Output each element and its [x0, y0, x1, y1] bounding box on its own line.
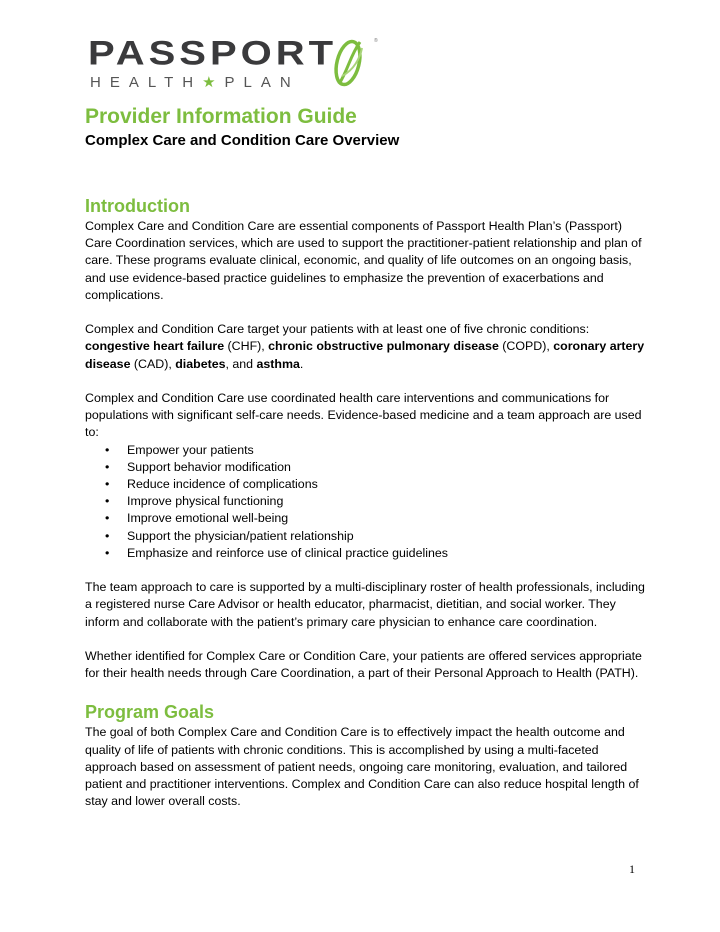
list-item: • Empower your patients [85, 442, 645, 459]
program-goals-heading: Program Goals [85, 702, 215, 723]
condition-asthma: asthma [256, 356, 300, 371]
goals-bullet-list [85, 442, 645, 562]
logo-wordmark: PASSPORT [88, 34, 338, 73]
page-number: 1 [629, 862, 635, 876]
condition-copd: chronic obstructive pulmonary disease [268, 339, 499, 354]
text-run: . [299, 356, 304, 371]
list-item: • Reduce incidence of complications [85, 476, 645, 493]
list-item: • Improve emotional well-being [85, 510, 645, 527]
list-item: • Improve physical functioning [85, 493, 645, 510]
star-icon: ★ [202, 74, 225, 91]
introduction-heading: Introduction [85, 196, 190, 216]
text-run: , and [225, 356, 257, 371]
logo-sub-health: HEALTH [90, 74, 203, 91]
page-title: Provider Information Guide [85, 105, 357, 128]
condition-chf: congestive heart failure [85, 339, 225, 354]
text-run: (CAD), [130, 356, 176, 371]
leaf-icon [330, 36, 370, 88]
introduction-paragraph-1: Complex Care and Condition Care are essential components of Passport Health Plan’s (Passport) Care Coordination services, which are used to support the practitioner-patient relationship and plan of care. These programs evaluate clinical, economic, and quality of life outcomes on an ongoing basis, and use evidence-based practice guidelines to emphasize the prevention of exacerbations and complications. [85, 219, 642, 302]
introduction-paragraph-3: Complex and Condition Care use coordinated health care interventions and communications for populations with significant self-care needs. Evidence-based medicine and a team approach are used to: [85, 391, 642, 440]
program-goals-paragraph: The goal of both Complex Care and Condition Care is to effectively impact the health outcome and quality of life of patients with chronic conditions. This is accomplished by using a multi-faceted approach based on assessment of patient needs, ongoing care monitoring, evaluation, and tailored patient and practitioner interventions. Complex and Condition Care can also reduce hospital length of stay and lower overall costs. [85, 725, 639, 809]
list-item: • Support behavior modification [85, 459, 645, 476]
introduction-paragraph-5: Whether identified for Complex Care or Condition Care, your patients are offered services appropriate for their health needs through Care Coordination, a part of their Personal Approach to Health (PATH). [85, 649, 642, 681]
introduction-paragraph-2 [85, 321, 645, 373]
condition-diabetes: diabetes [175, 356, 226, 371]
document-body [85, 195, 645, 810]
text-run: (CHF), [224, 339, 269, 354]
list-item: • Support the physician/patient relationship [85, 528, 645, 545]
list-item: • Emphasize and reinforce use of clinical practice guidelines [85, 545, 645, 562]
trademark-symbol: ® [374, 38, 378, 44]
condition-cad: coronary artery disease [85, 339, 645, 371]
passport-health-plan-logo [88, 36, 388, 90]
page-subtitle: Complex Care and Condition Care Overview [85, 132, 400, 149]
text-run: Complex and Condition Care target your patients with at least one of five chronic conditions: [85, 322, 590, 337]
introduction-paragraph-4: The team approach to care is supported by a multi-disciplinary roster of health professionals, including a registered nurse Care Advisor or health educator, pharmacist, dietitian, and social worker. They inform and collaborate with the patient’s primary care physician to enhance care coordination. [85, 580, 645, 629]
logo-sub-plan: PLAN [224, 74, 300, 91]
logo-subtitle [90, 74, 300, 92]
text-run: (COPD), [498, 339, 554, 354]
